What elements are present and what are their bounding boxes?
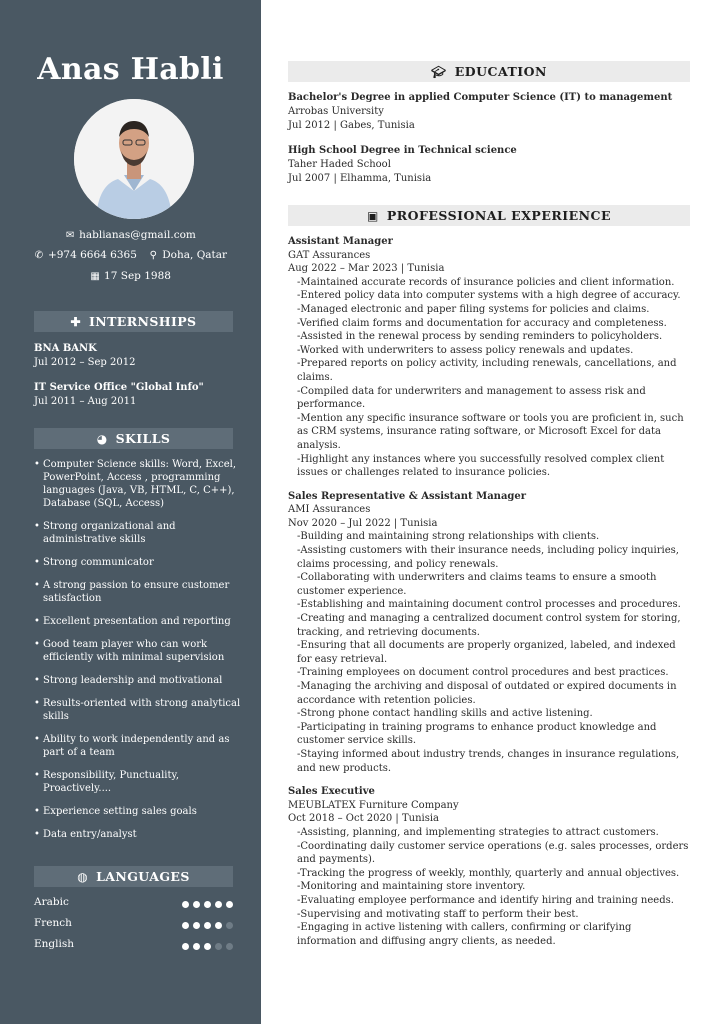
job-bullet: - Highlight any instances where you successfully resolved complex client issues or challenges related to insurance policies.: [297, 453, 690, 480]
phone-text: +974 6664 6365: [47, 249, 137, 261]
job-bullet: - Assisting, planning, and implementing strategies to attract customers.: [297, 826, 690, 840]
job-title: Sales Representative & Assistant Manager: [288, 490, 527, 502]
job-bullet: - Establishing and maintaining document control processes and procedures.: [297, 598, 690, 612]
language-name: French: [34, 917, 72, 929]
education-meta: Jul 2007 | Elhamma, Tunisia: [288, 173, 432, 184]
person-name: Anas Habli: [37, 52, 224, 87]
skill-item: • Responsibility, Punctuality, Proactively....: [34, 769, 244, 795]
level-dot: [182, 901, 189, 908]
level-dot: [204, 901, 211, 908]
skill-item: • Results-oriented with strong analytical skills: [34, 697, 244, 723]
location-text: Doha, Qatar: [162, 249, 228, 261]
main-column: [288, 0, 690, 1024]
language-name: Arabic: [34, 896, 69, 908]
internship-item: [34, 381, 244, 409]
job-meta: Nov 2020 – Jul 2022 | Tunisia: [288, 517, 438, 529]
skill-item: • Strong organizational and administrative skills: [34, 520, 244, 546]
job-bullet: - Building and maintaining strong relationships with clients.: [297, 530, 690, 544]
level-dot: [215, 901, 222, 908]
level-dot: [226, 901, 233, 908]
language-level-dots: [178, 899, 233, 907]
job-meta: Oct 2018 – Oct 2020 | Tunisia: [288, 813, 440, 825]
job-bullet: - Collaborating with underwriters and claims teams to ensure a smooth customer experience.: [297, 571, 690, 598]
level-dot: [215, 922, 222, 929]
job-company: MEUBLATEX Furniture Company: [288, 799, 459, 811]
skill-item: • Good team player who can work efficiently with minimal supervision: [34, 638, 244, 664]
job-bullet: - Assisting customers with their insurance needs, including policy inquiries, claims processing, and policy renewals.: [297, 544, 690, 571]
location-pin-icon: ⚲: [149, 250, 157, 261]
education-heading-text: EDUCATION: [454, 64, 547, 79]
school-name: Arrobas University: [288, 106, 384, 117]
internships-heading-text: INTERNSHIPS: [89, 314, 197, 329]
job-bullet: - Staying informed about industry trends, changes in insurance regulations, and new products.: [297, 748, 690, 775]
skill-item: • Strong communicator: [34, 556, 244, 569]
person-photo-icon: [74, 99, 194, 219]
internship-title: BNA BANK: [34, 343, 97, 354]
contact-phone-location: [0, 249, 261, 261]
job-bullets: [288, 826, 690, 948]
job-bullets: [288, 530, 690, 775]
profile-photo: [74, 99, 194, 219]
job-bullet: - Entered policy data into computer systems with a high degree of accuracy.: [297, 289, 690, 303]
skill-item: • A strong passion to ensure customer satisfaction: [34, 579, 244, 605]
contact-birthdate: [0, 270, 261, 282]
skill-item: • Strong leadership and motivational: [34, 674, 244, 687]
email-text: hablianas@gmail.com: [79, 229, 196, 241]
job-bullet: - Monitoring and maintaining store inventory.: [297, 880, 690, 894]
job-bullet: - Ensuring that all documents are properly organized, labeled, and indexed for easy retrieval.: [297, 639, 690, 666]
sidebar: [0, 0, 261, 1024]
experience-heading-text: PROFESSIONAL EXPERIENCE: [386, 208, 612, 223]
education-meta: Jul 2012 | Gabes, Tunisia: [288, 120, 415, 131]
education-item: [288, 144, 690, 186]
birthdate-text: 17 Sep 1988: [104, 270, 171, 282]
job-title: Assistant Manager: [288, 236, 393, 247]
language-row: [34, 938, 233, 952]
skills-list: [34, 458, 244, 851]
puzzle-icon: ✚: [70, 315, 82, 329]
job-bullet: - Strong phone contact handling skills and active listening.: [297, 707, 690, 721]
palette-icon: ◕: [96, 432, 108, 446]
job-entry: [288, 490, 690, 775]
job-bullet: - Prepared reports on policy activity, including renewals, cancellations, and claims.: [297, 357, 690, 384]
job-bullet: - Tracking the progress of weekly, monthly, quarterly and annual objectives.: [297, 867, 690, 881]
job-bullet: - Mention any specific insurance software or tools you are proficient in, such as CRM systems, insurance rating software, or Microsoft Excel for data analysis.: [297, 412, 690, 453]
language-row: [34, 896, 233, 910]
level-dot: [204, 922, 211, 929]
skill-item: • Experience setting sales goals: [34, 805, 244, 818]
phone-icon: ✆: [34, 250, 44, 261]
experience-heading: [288, 205, 690, 226]
briefcase-icon: ▣: [366, 209, 379, 223]
job-bullet: - Maintained accurate records of insurance policies and client information.: [297, 276, 690, 290]
job-bullet: - Verified claim forms and documentation for accuracy and completeness.: [297, 317, 690, 331]
job-bullet: - Training employees on document control procedures and best practices.: [297, 666, 690, 680]
experience-list: [288, 235, 690, 958]
degree-title: Bachelor's Degree in applied Computer Science (IT) to management: [288, 92, 673, 103]
skill-item: • Excellent presentation and reporting: [34, 615, 244, 628]
skill-item: • Data entry/analyst: [34, 828, 244, 841]
level-dot: [226, 943, 233, 950]
job-entry: [288, 235, 690, 480]
job-bullets: [288, 276, 690, 480]
job-bullet: - Coordinating daily customer service operations (e.g. sales processes, orders and payments).: [297, 840, 690, 867]
degree-title: High School Degree in Technical science: [288, 145, 517, 156]
job-bullet: - Supervising and motivating staff to perform their best.: [297, 908, 690, 922]
job-title: Sales Executive: [288, 786, 375, 798]
school-name: Taher Haded School: [288, 159, 391, 170]
level-dot: [193, 901, 200, 908]
level-dot: [193, 922, 200, 929]
level-dot: [215, 943, 222, 950]
calendar-icon: ▦: [90, 271, 100, 282]
job-entry: [288, 785, 690, 948]
education-heading: [288, 61, 690, 82]
education-item: [288, 91, 690, 133]
internship-dates: Jul 2012 – Sep 2012: [34, 357, 136, 368]
language-level-dots: [178, 941, 233, 949]
graduation-cap-icon: 🎓︎: [431, 65, 447, 79]
job-bullet: - Creating and managing a centralized document control system for storing, tracking, and retrieving documents.: [297, 612, 690, 639]
globe-icon: ◍: [77, 870, 89, 884]
language-level-dots: [178, 920, 233, 928]
skill-item: • Ability to work independently and as part of a team: [34, 733, 244, 759]
job-bullet: - Managed electronic and paper filing systems for policies and claims.: [297, 303, 690, 317]
level-dot: [226, 922, 233, 929]
job-bullet: - Assisted in the renewal process by sending reminders to policyholders.: [297, 330, 690, 344]
job-bullet: - Worked with underwriters to assess policy renewals and updates.: [297, 344, 690, 358]
job-company: AMI Assurances: [288, 504, 371, 516]
level-dot: [204, 943, 211, 950]
internship-dates: Jul 2011 – Aug 2011: [34, 396, 137, 407]
languages-heading: [34, 866, 233, 887]
level-dot: [193, 943, 200, 950]
language-name: English: [34, 938, 75, 950]
job-bullet: - Engaging in active listening with callers, confirming or clarifying information and diffusing angry clients, as needed.: [297, 921, 690, 948]
internships-heading: [34, 311, 233, 332]
job-bullet: - Evaluating employee performance and identify hiring and training needs.: [297, 894, 690, 908]
job-bullet: - Managing the archiving and disposal of outdated or expired documents in accordance with retention policies.: [297, 680, 690, 707]
skills-heading: [34, 428, 233, 449]
internship-title: IT Service Office "Global Info": [34, 382, 204, 393]
job-bullet: - Compiled data for underwriters and management to assess risk and performance.: [297, 385, 690, 412]
job-company: GAT Assurances: [288, 249, 371, 261]
job-bullet: - Participating in training programs to enhance product knowledge and customer service skills.: [297, 721, 690, 748]
skill-item: • Computer Science skills: Word, Excel, PowerPoint, Access , programming languages (Java, VB, HTML, C, C++), Database (SQL, Access): [34, 458, 244, 510]
level-dot: [182, 943, 189, 950]
contact-email[interactable]: [0, 229, 261, 241]
skills-heading-text: SKILLS: [115, 431, 171, 446]
languages-heading-text: LANGUAGES: [96, 869, 190, 884]
job-meta: Aug 2022 – Mar 2023 | Tunisia: [288, 263, 445, 275]
internship-item: [34, 342, 244, 370]
level-dot: [182, 922, 189, 929]
envelope-icon: ✉: [65, 230, 75, 241]
language-row: [34, 917, 233, 931]
